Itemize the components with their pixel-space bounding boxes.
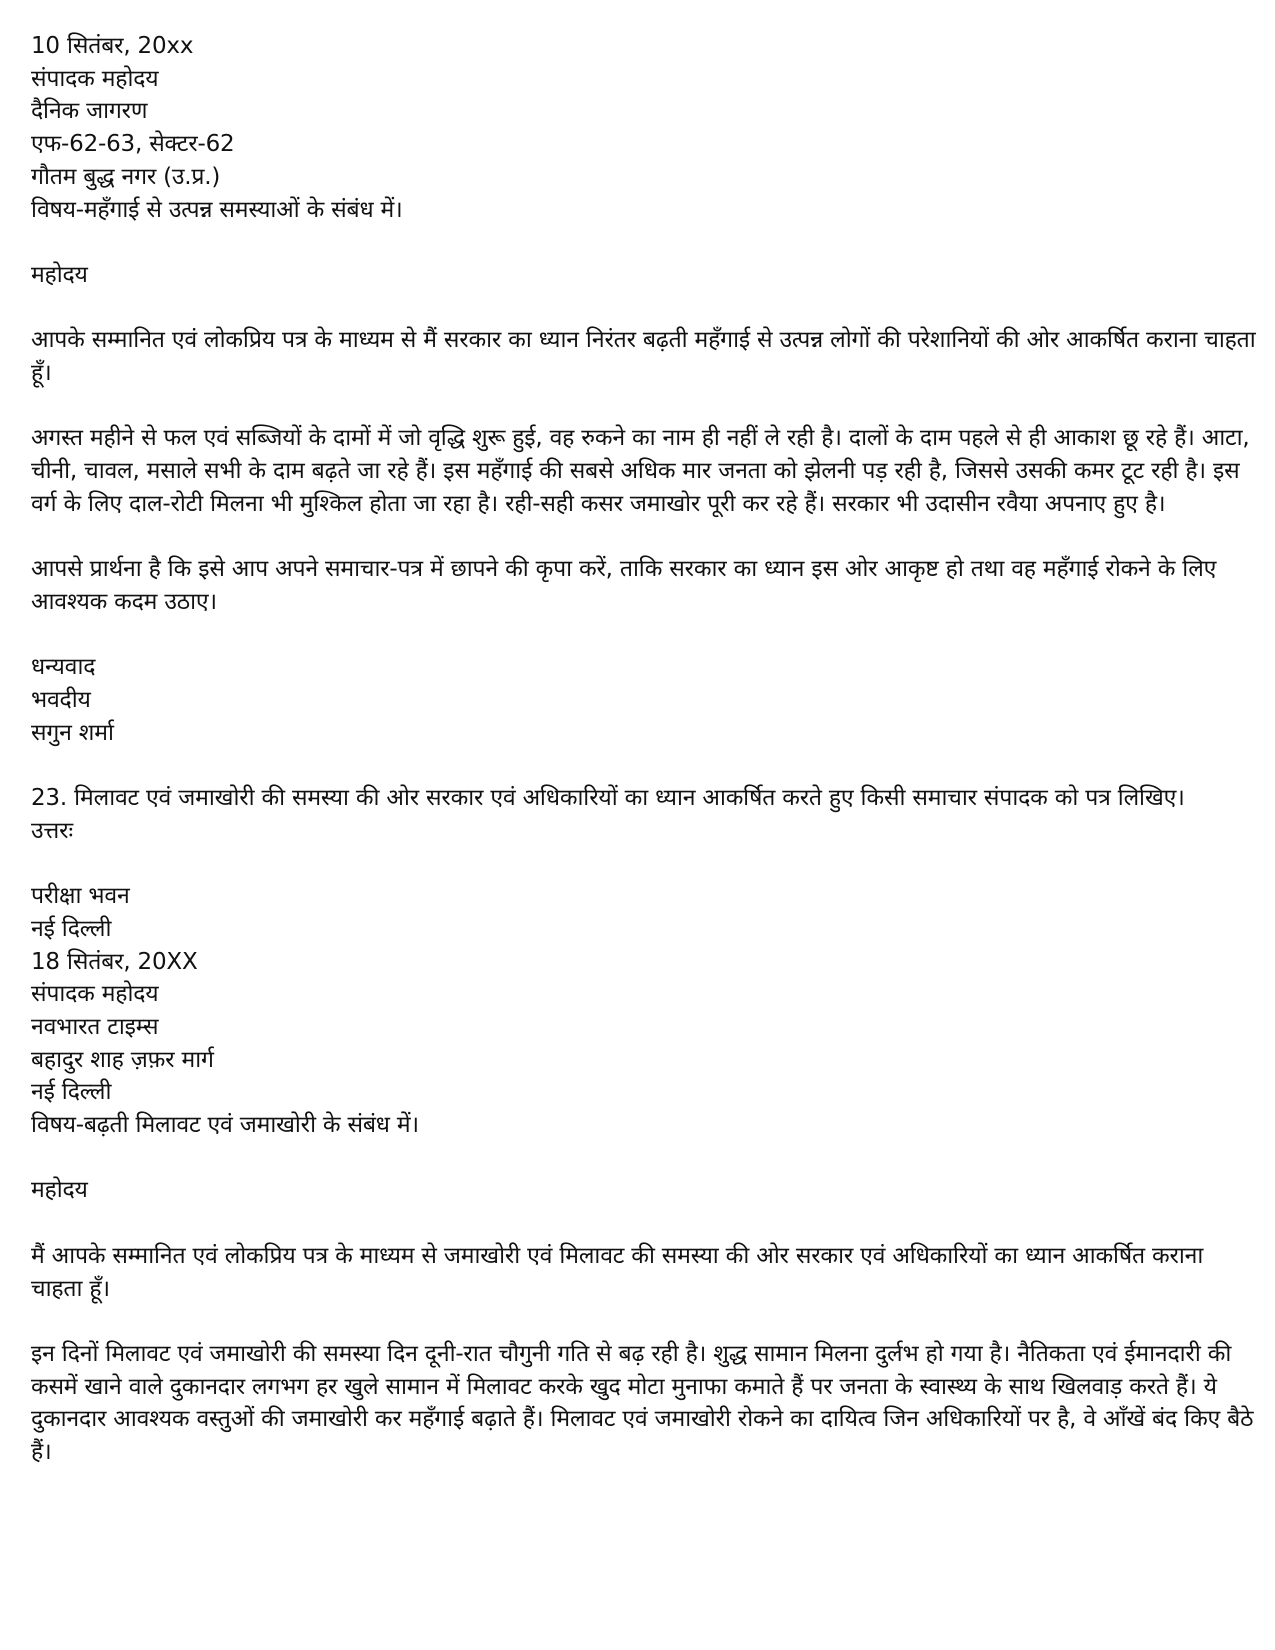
blank-line [31,390,1256,423]
letter-1-paragraph: आपसे प्रार्थना है कि इसे आप अपने समाचार-पत्र में छापने की कृपा करें, ताकि सरकार का ध्यान इस ओर आकृष्ट हो तथा वह महँगाई रोकने के लिए आवश्यक कदम उठाए। [31,556,1217,615]
letter-2-date: 18 सितंबर, 20XX [31,948,198,975]
letter-2-subject: विषय-बढ़ती मिलावट एवं जमाखोरी के संबंध में। [31,1112,419,1139]
letter-2-recipient-line: बहादुर शाह ज़फ़र मार्ग [31,1046,214,1073]
letter-1 [31,30,1256,749]
answer-label: उत्तरः [31,817,73,844]
letter-1-signature-name: सगुन शर्मा [31,719,114,746]
letter-2-sender-line: नई दिल्ली [31,915,112,942]
document-page [31,30,1256,1469]
letter-1-recipient-address [31,63,1256,194]
blank-line [31,749,1256,782]
blank-line [31,847,1256,880]
letter-1-paragraph: अगस्त महीने से फल एवं सब्जियों के दामों में जो वृद्धि शुरू हुई, वह रुकने का नाम ही नहीं ले रही है। दालों के दाम पहले से ही आकाश छू रहे हैं। आटा, चीनी, चावल, मसाले सभी के दाम बढ़ते जा रहे हैं। इस महँगाई की सबसे अधिक मार जनता को झेलनी पड़ रही है, जिससे उसकी कमर टूट रही है। इस वर्ग के लिए दाल-रोटी मिलना भी मुश्किल होता जा रहा है। रही-सही कसर जमाखोर पूरी कर रहे हैं। सरकार भी उदासीन रवैया अपनाए हुए है। [31,425,1250,517]
blank-line [31,619,1256,652]
letter-2-recipient-line: नई दिल्ली [31,1079,112,1106]
letter-1-salutation: महोदय [31,261,88,288]
letter-1-date: 10 सितंबर, 20xx [31,33,194,59]
letter-1-closing: धन्यवाद [31,654,96,681]
letter-1-recipient-line: एफ-62-63, सेक्टर-62 [31,131,235,158]
letter-2-salutation: महोदय [31,1177,88,1204]
blank-line [31,1207,1256,1240]
letter-2-recipient-line: संपादक महोदय [31,981,159,1008]
letter-2-paragraph: मैं आपके सम्मानित एवं लोकप्रिय पत्र के माध्यम से जमाखोरी एवं मिलावट की समस्या की ओर सरकार एवं अधिकारियों का ध्यान आकर्षित कराना चाहता हूँ। [31,1242,1204,1302]
letter-2-recipient-line: नवभारत टाइम्स [31,1013,159,1040]
blank-line [31,1142,1256,1175]
letter-1-recipient-line: गौतम बुद्ध नगर (उ.प्र.) [31,163,221,190]
letter-1-paragraph: आपके सम्मानित एवं लोकप्रिय पत्र के माध्यम से मैं सरकार का ध्यान निरंतर बढ़ती महँगाई से उत्पन्न लोगों की परेशानियों की ओर आकर्षित कराना चाहता हूँ। [31,327,1256,386]
letter-2 [31,880,1256,1469]
letter-2-paragraph: इन दिनों मिलावट एवं जमाखोरी की समस्या दिन दूनी-रात चौगुनी गति से बढ़ रही है। शुद्ध सामान मिलना दुर्लभ हो गया है। नैतिकता एवं ईमानदारी की कसमें खाने वाले दुकानदार लगभग हर खुले सामान में मिलावट करके खुद मोटा मुनाफा कमाते हैं पर जनता के स्वास्थ्य के साथ खिलवाड़ करते हैं। ये दुकानदार आवश्यक वस्तुओं की जमाखोरी कर महँगाई बढ़ाते हैं। मिलावट एवं जमाखोरी रोकने का दायित्व जिन अधिकारियों पर है, वे आँखें बंद किए बैठे हैं। [31,1340,1254,1466]
question-text: 23. मिलावट एवं जमाखोरी की समस्या की ओर सरकार एवं अधिकारियों का ध्यान आकर्षित करते हुए किसी समाचार संपादक को पत्र लिखिए। [31,785,1185,812]
blank-line [31,1305,1256,1338]
letter-2-sender-address [31,880,1256,945]
blank-line [31,226,1256,259]
letter-2-sender-line: परीक्षा भवन [31,883,130,910]
letter-1-recipient-line: संपादक महोदय [31,65,159,92]
letter-2-recipient-address [31,978,1256,1109]
letter-1-recipient-line: दैनिक जागरण [31,98,148,125]
letter-1-subject: विषय-महँगाई से उत्पन्न समस्याओं के संबंध में। [31,196,403,223]
blank-line [31,521,1256,554]
blank-line [31,292,1256,325]
letter-1-signoff: भवदीय [31,686,91,713]
question-block [31,782,1256,847]
